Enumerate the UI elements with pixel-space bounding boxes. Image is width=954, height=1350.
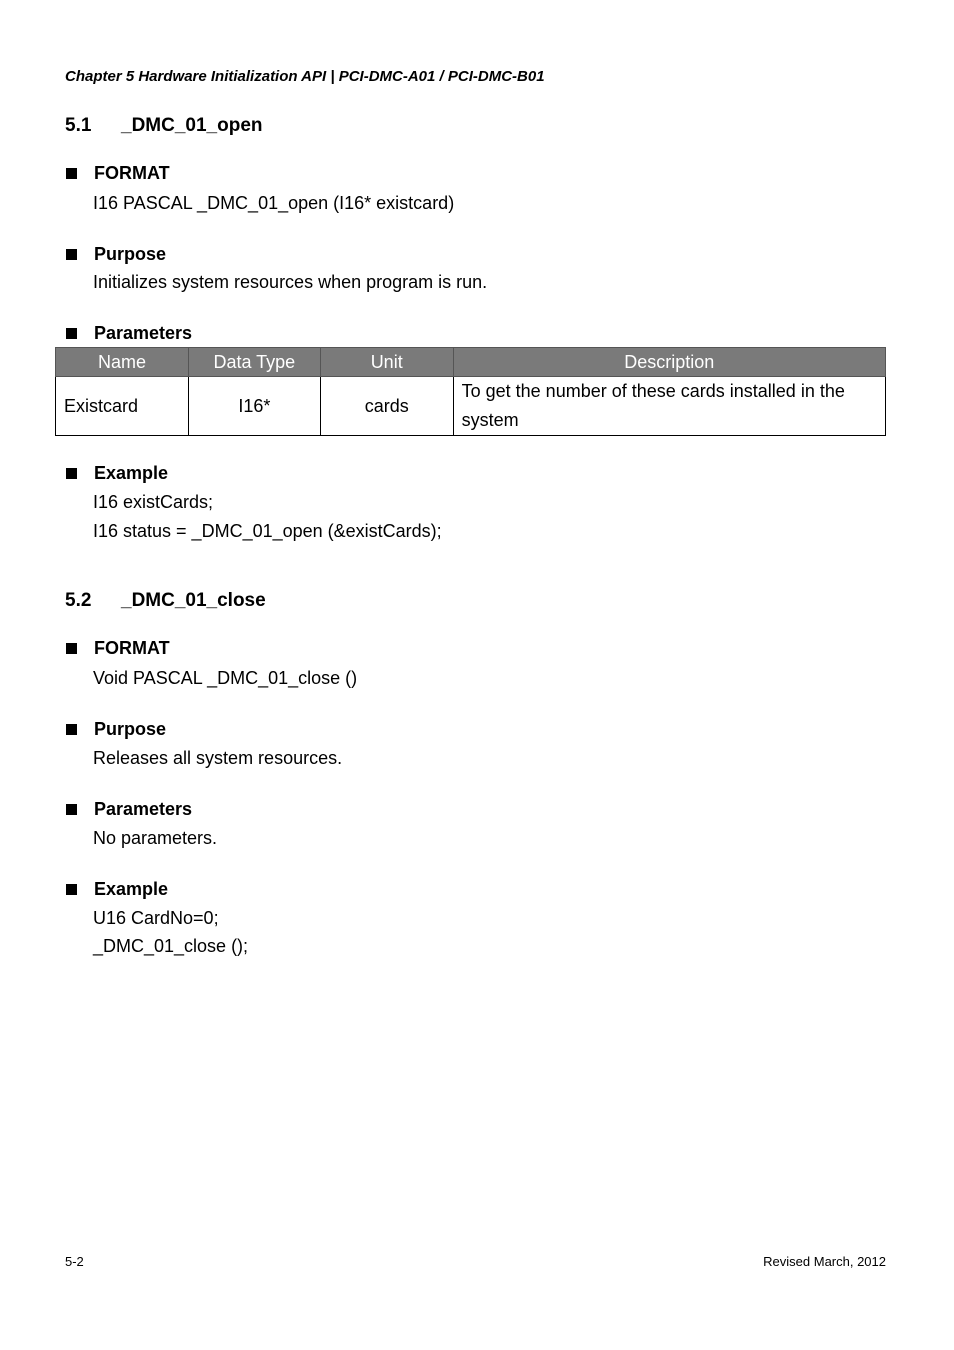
table-row <box>56 377 886 436</box>
example-heading: Example <box>65 879 168 900</box>
revision-note: Revised March, 2012 <box>763 1254 886 1269</box>
section-title: _DMC_01_close <box>121 590 266 611</box>
section-heading-5-2 <box>65 590 266 612</box>
parameters-heading: Parameters <box>65 323 192 344</box>
bullet-square-icon <box>66 468 77 479</box>
purpose-text: Releases all system resources. <box>93 748 343 768</box>
cell-description: To get the number of these cards installed in the system <box>453 377 885 436</box>
column-header-data-type: Data Type <box>188 348 320 377</box>
section-title: _DMC_01_open <box>121 115 263 136</box>
section-number: 5.2 <box>65 590 92 611</box>
table-header-row <box>56 348 886 377</box>
parameters-heading: Parameters <box>65 799 192 820</box>
example-line: I16 existCards; <box>93 492 214 512</box>
section-heading-5-1 <box>65 115 263 137</box>
running-header: Chapter 5 Hardware Initialization API | PCI-DMC-A01 / PCI-DMC-B01 <box>65 68 545 85</box>
bullet-square-icon <box>66 168 77 179</box>
purpose-heading: Purpose <box>65 244 166 265</box>
column-header-name: Name <box>56 348 189 377</box>
column-header-description: Description <box>453 348 885 377</box>
format-heading: FORMAT <box>65 163 170 184</box>
purpose-heading: Purpose <box>65 719 166 740</box>
section-number: 5.1 <box>65 115 92 136</box>
column-header-unit: Unit <box>320 348 453 377</box>
bullet-square-icon <box>66 328 77 339</box>
cell-name: Existcard <box>56 377 189 436</box>
bullet-square-icon <box>66 724 77 735</box>
parameters-table <box>55 347 886 436</box>
bullet-square-icon <box>66 804 77 815</box>
example-line: U16 CardNo=0; <box>93 908 219 928</box>
bullet-square-icon <box>66 643 77 654</box>
bullet-square-icon <box>66 884 77 895</box>
format-heading: FORMAT <box>65 638 170 659</box>
example-line: _DMC_01_close (); <box>93 936 249 956</box>
cell-data-type: I16* <box>188 377 320 436</box>
purpose-text: Initializes system resources when program is run. <box>93 272 488 292</box>
example-line: I16 status = _DMC_01_open (&existCards); <box>93 521 442 541</box>
format-signature: I16 PASCAL _DMC_01_open (I16* existcard) <box>93 193 455 213</box>
format-signature: Void PASCAL _DMC_01_close () <box>93 668 358 688</box>
cell-unit: cards <box>320 377 453 436</box>
page-number: 5-2 <box>65 1254 84 1269</box>
parameters-text: No parameters. <box>93 828 218 848</box>
bullet-square-icon <box>66 249 77 260</box>
example-heading: Example <box>65 463 168 484</box>
